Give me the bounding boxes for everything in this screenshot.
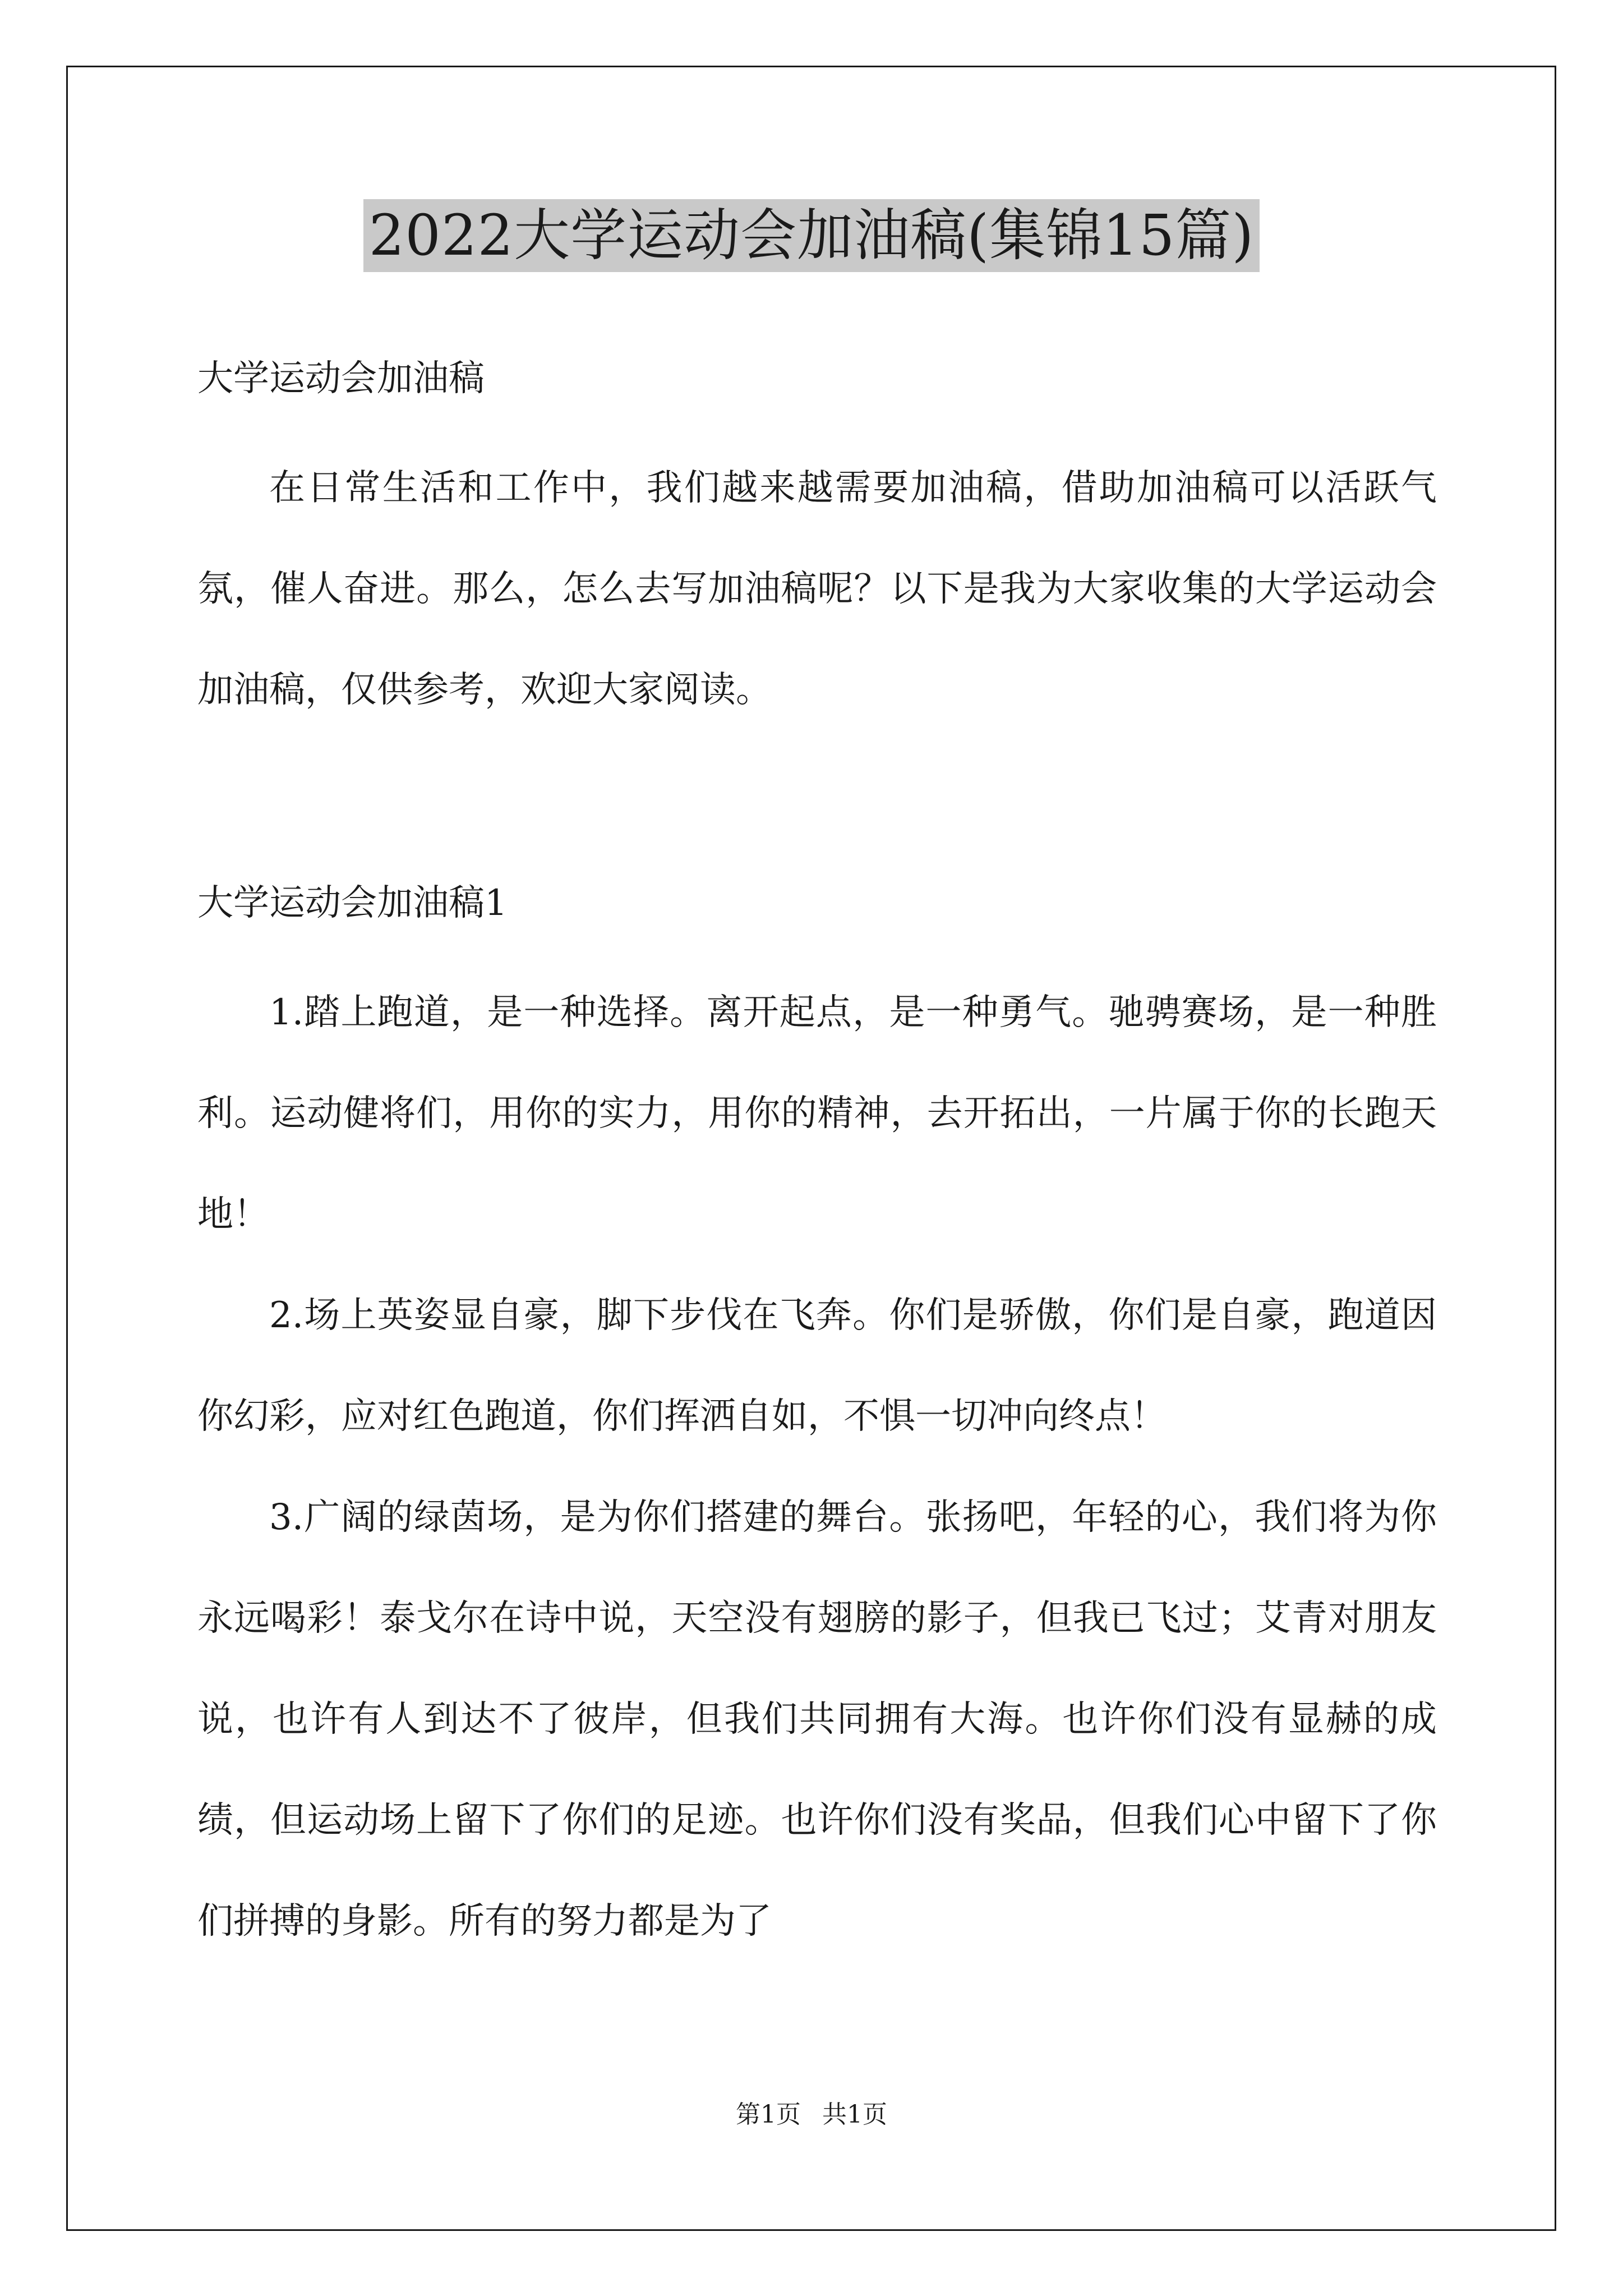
section-heading: 大学运动会加油稿1 — [197, 882, 508, 924]
intro-paragraph: 在日常生活和工作中，我们越来越需要加油稿，借助加油稿可以活跃气氛，催人奋进。那么，怎么去写加油稿呢？以下是我为大家收集的大学运动会加油稿，仅供参考，欢迎大家阅读。 — [197, 467, 1437, 711]
page-number-current: 第1页 — [736, 2100, 801, 2129]
document-title: 2022大学运动会加油稿(集锦15篇) — [363, 199, 1260, 272]
document-body — [197, 314, 1437, 1972]
page-number-total: 共1页 — [822, 2100, 887, 2129]
body-paragraph-3: 3.广阔的绿茵场，是为你们搭建的舞台。张扬吧，年轻的心，我们将为你永远喝彩！泰戈尔在诗中说，天空没有翅膀的影子，但我已飞过；艾青对朋友说，也许有人到达不了彼岸，但我们共同拥有大海。也许你们没有显赫的成绩，但运动场上留下了你们的足迹。也许你们没有奖品，但我们心中留下了你们拼搏的身影。所有的努力都是为了 — [197, 1497, 1437, 1942]
page-footer — [0, 2098, 1623, 2132]
intro-heading: 大学运动会加油稿 — [197, 358, 485, 399]
body-paragraph-1: 1.踏上跑道，是一种选择。离开起点，是一种勇气。驰骋赛场，是一种胜利。运动健将们，用你的实力，用你的精神，去开拓出，一片属于你的长跑天地！ — [197, 992, 1437, 1235]
body-paragraph-2: 2.场上英姿显自豪，脚下步伐在飞奔。你们是骄傲，你们是自豪，跑道因你幻彩，应对红色跑道，你们挥洒自如，不惧一切冲向终点！ — [197, 1295, 1437, 1437]
title-container — [0, 199, 1623, 272]
